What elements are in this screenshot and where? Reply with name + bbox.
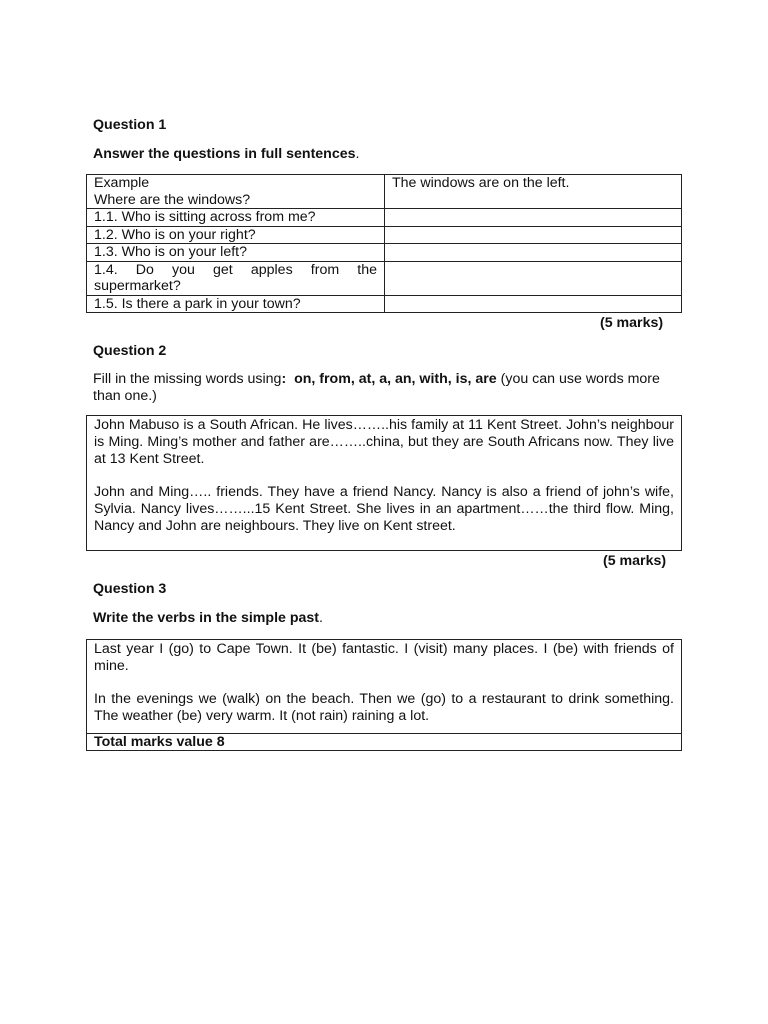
question-1-instruction-period: . <box>355 146 360 162</box>
question-3-instruction-text: Write the verbs in the simple past <box>93 610 320 626</box>
answer-1-1-cell[interactable] <box>385 209 682 227</box>
table-row <box>87 244 682 262</box>
question-3-paragraph-2: In the evenings we (walk) on the beach. Then we (go) to a restaurant to drink something. The weather (be) very warm. It (not rain) raining a lot. <box>94 691 674 724</box>
question-1-instruction <box>93 146 359 162</box>
question-3-instruction-period: . <box>319 610 323 626</box>
table-row <box>87 295 682 313</box>
table-row <box>87 226 682 244</box>
answer-1-3-cell[interactable] <box>385 244 682 262</box>
question-2-word-list: on, from, at, a, an, with, is, are <box>294 371 497 387</box>
table-row <box>87 209 682 227</box>
question-1-instruction-text: Answer the questions in full sentences <box>93 146 356 162</box>
question-1-2-cell: 1.2. Who is on your right? <box>87 226 385 244</box>
question-1-1-cell: 1.1. Who is sitting across from me? <box>87 209 385 227</box>
question-1-marks: (5 marks) <box>600 315 664 331</box>
question-1-heading: Question 1 <box>93 117 167 133</box>
question-1-5-cell: 1.5. Is there a park in your town? <box>87 295 385 313</box>
total-marks-row: Total marks value 8 <box>87 733 681 750</box>
question-1-4-cell: 1.4. Do you get apples from the supermarket? <box>87 261 385 295</box>
question-2-instruction <box>93 371 676 405</box>
example-answer-cell: The windows are on the left. <box>385 175 682 209</box>
question-2-heading: Question 2 <box>93 343 167 359</box>
question-2-marks: (5 marks) <box>603 553 667 569</box>
question-2-instruction-colon: : <box>281 371 287 387</box>
example-question-cell: Example Where are the windows? <box>87 175 385 209</box>
answer-1-2-cell[interactable] <box>385 226 682 244</box>
table-row <box>87 175 682 209</box>
question-2-paragraph-1: John Mabuso is a South African. He lives……..his family at 11 Kent Street. John’s neighbour is Ming. Ming’s mother and father are……..china, but they are South Africans now. They live at 13 Kent Street. <box>94 417 674 467</box>
question-3-instruction <box>93 610 323 626</box>
question-2-instruction-start: Fill in the missing words using <box>93 371 282 387</box>
question-3-paragraph-1: Last year I (go) to Cape Town. It (be) fantastic. I (visit) many places. I (be) with friends of mine. <box>94 641 674 674</box>
table-row <box>87 261 682 295</box>
question-3-heading: Question 3 <box>93 581 167 597</box>
question-2-paragraph-2: John and Ming….. friends. They have a friend Nancy. Nancy is also a friend of john’s wife, Sylvia. Nancy lives……...15 Kent Street. She lives in an apartment……the third flow. Ming, Nancy and John are neighbours. They live on Kent street. <box>94 484 674 534</box>
question-2-passage-box <box>86 415 682 551</box>
question-1-table <box>86 174 682 313</box>
question-3-box <box>86 639 682 751</box>
answer-1-4-cell[interactable] <box>385 261 682 295</box>
answer-1-5-cell[interactable] <box>385 295 682 313</box>
question-1-3-cell: 1.3. Who is on your left? <box>87 244 385 262</box>
question-2-instruction-end: (you can use words more than one.) <box>93 371 660 404</box>
question-3-passage <box>87 640 681 733</box>
